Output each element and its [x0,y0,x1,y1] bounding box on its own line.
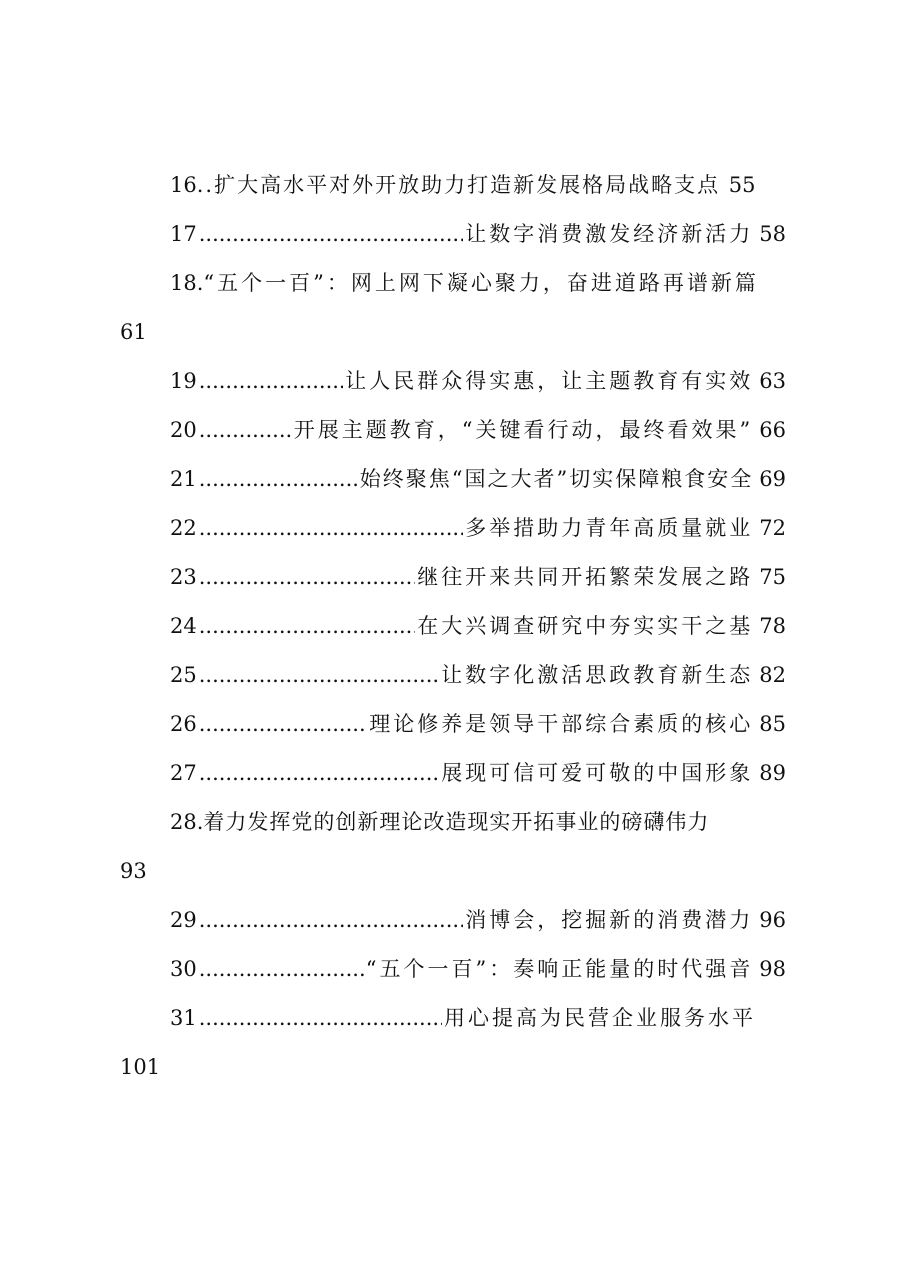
entry-number: 20 [170,418,197,442]
entry-title: 让数字消费激发经济新活力 [465,222,754,246]
entry-title: 让数字化激活思政教育新生态 [441,663,754,687]
entry-page: 72 [759,516,786,540]
entry-title: 开展主题教育，“关键看行动，最终看效果” [293,418,754,442]
entry-separator: .. [196,173,215,197]
entry-number: 24 [170,614,197,638]
entry-number: 21 [170,467,197,491]
entry-title: 用心提高为民营企业服务水平 [444,1006,756,1030]
leader-dots [199,462,358,496]
toc-entry-29[interactable] [170,903,786,937]
entry-page: 58 [759,222,786,246]
toc-entry-28[interactable] [170,805,810,839]
entry-page: 96 [759,908,786,932]
leader-dots [199,364,344,398]
toc-entry-17[interactable] [170,217,786,251]
entry-page: 69 [759,467,786,491]
entry-page: 85 [759,712,786,736]
entry-number: 25 [170,663,197,687]
toc-entry-16[interactable] [170,168,786,202]
entry-number: 17 [170,222,197,246]
toc-entry-26[interactable] [170,707,786,741]
toc-entry-25[interactable] [170,658,786,692]
entry-number: 18. [170,271,204,295]
toc-entry-31[interactable] [170,1001,756,1035]
toc-entry-19[interactable] [170,364,786,398]
entry-title: 展现可信可爱可敬的中国形象 [441,761,754,785]
entry-title: 着力发挥党的创新理论改造现实开拓事业的磅礴伟力 [203,810,710,834]
entry-number: 16 [170,173,197,197]
entry-number: 27 [170,761,197,785]
entry-number: 31 [170,1006,197,1030]
leader-dots [199,1001,442,1035]
leader-dots [199,756,440,790]
entry-number: 26 [170,712,197,736]
entry-title: 继往开来共同开拓繁荣发展之路 [417,565,754,589]
toc-entry-18-page: 61 [120,320,147,344]
toc-entry-18[interactable] [170,266,810,300]
entry-number: 23 [170,565,197,589]
leader-dots [199,609,416,643]
entry-title: “五个一百”：奏响正能量的时代强音 [365,957,754,981]
toc-entry-27[interactable] [170,756,786,790]
entry-title: 让人民群众得实惠，让主题教育有实效 [345,369,754,393]
toc-entry-24[interactable] [170,609,786,643]
entry-number: 28. [170,810,204,834]
entry-title: 多举措助力青年高质量就业 [465,516,754,540]
entry-number: 22 [170,516,197,540]
entry-page: 78 [759,614,786,638]
toc-entry-30[interactable] [170,952,786,986]
leader-dots [199,707,368,741]
entry-page: 63 [759,369,786,393]
entry-title: “五个一百”：网上网下凝心聚力，奋进道路再谱新篇 [203,271,759,295]
entry-page: 98 [759,957,786,981]
leader-dots [199,560,416,594]
entry-page: 89 [759,761,786,785]
toc-entry-31-page: 101 [120,1055,161,1079]
entry-number: 30 [170,957,197,981]
leader-dots [199,217,464,251]
entry-title: 理论修养是领导干部综合素质的核心 [369,712,754,736]
entry-page: 82 [759,663,786,687]
entry-title: 在大兴调查研究中夯实实干之基 [417,614,754,638]
leader-dots [199,903,464,937]
entry-page: 66 [759,418,786,442]
entry-title: 扩大高水平对外开放助力打造新发展格局战略支点 [214,173,721,197]
leader-dots [199,952,364,986]
leader-dots [199,658,440,692]
toc-entry-20[interactable] [170,413,786,447]
toc-entry-23[interactable] [170,560,786,594]
toc-entry-21[interactable] [170,462,786,496]
entry-page: 75 [759,565,786,589]
toc-entry-28-page: 93 [120,859,147,883]
leader-dots [199,511,464,545]
toc-entry-22[interactable] [170,511,786,545]
entry-page: 55 [728,173,756,197]
leader-dots [199,413,292,447]
entry-number: 29 [170,908,197,932]
entry-title: 消博会，挖掘新的消费潜力 [465,908,754,932]
entry-title: 始终聚焦“国之大者”切实保障粮食安全 [359,467,754,491]
entry-number: 19 [170,369,197,393]
